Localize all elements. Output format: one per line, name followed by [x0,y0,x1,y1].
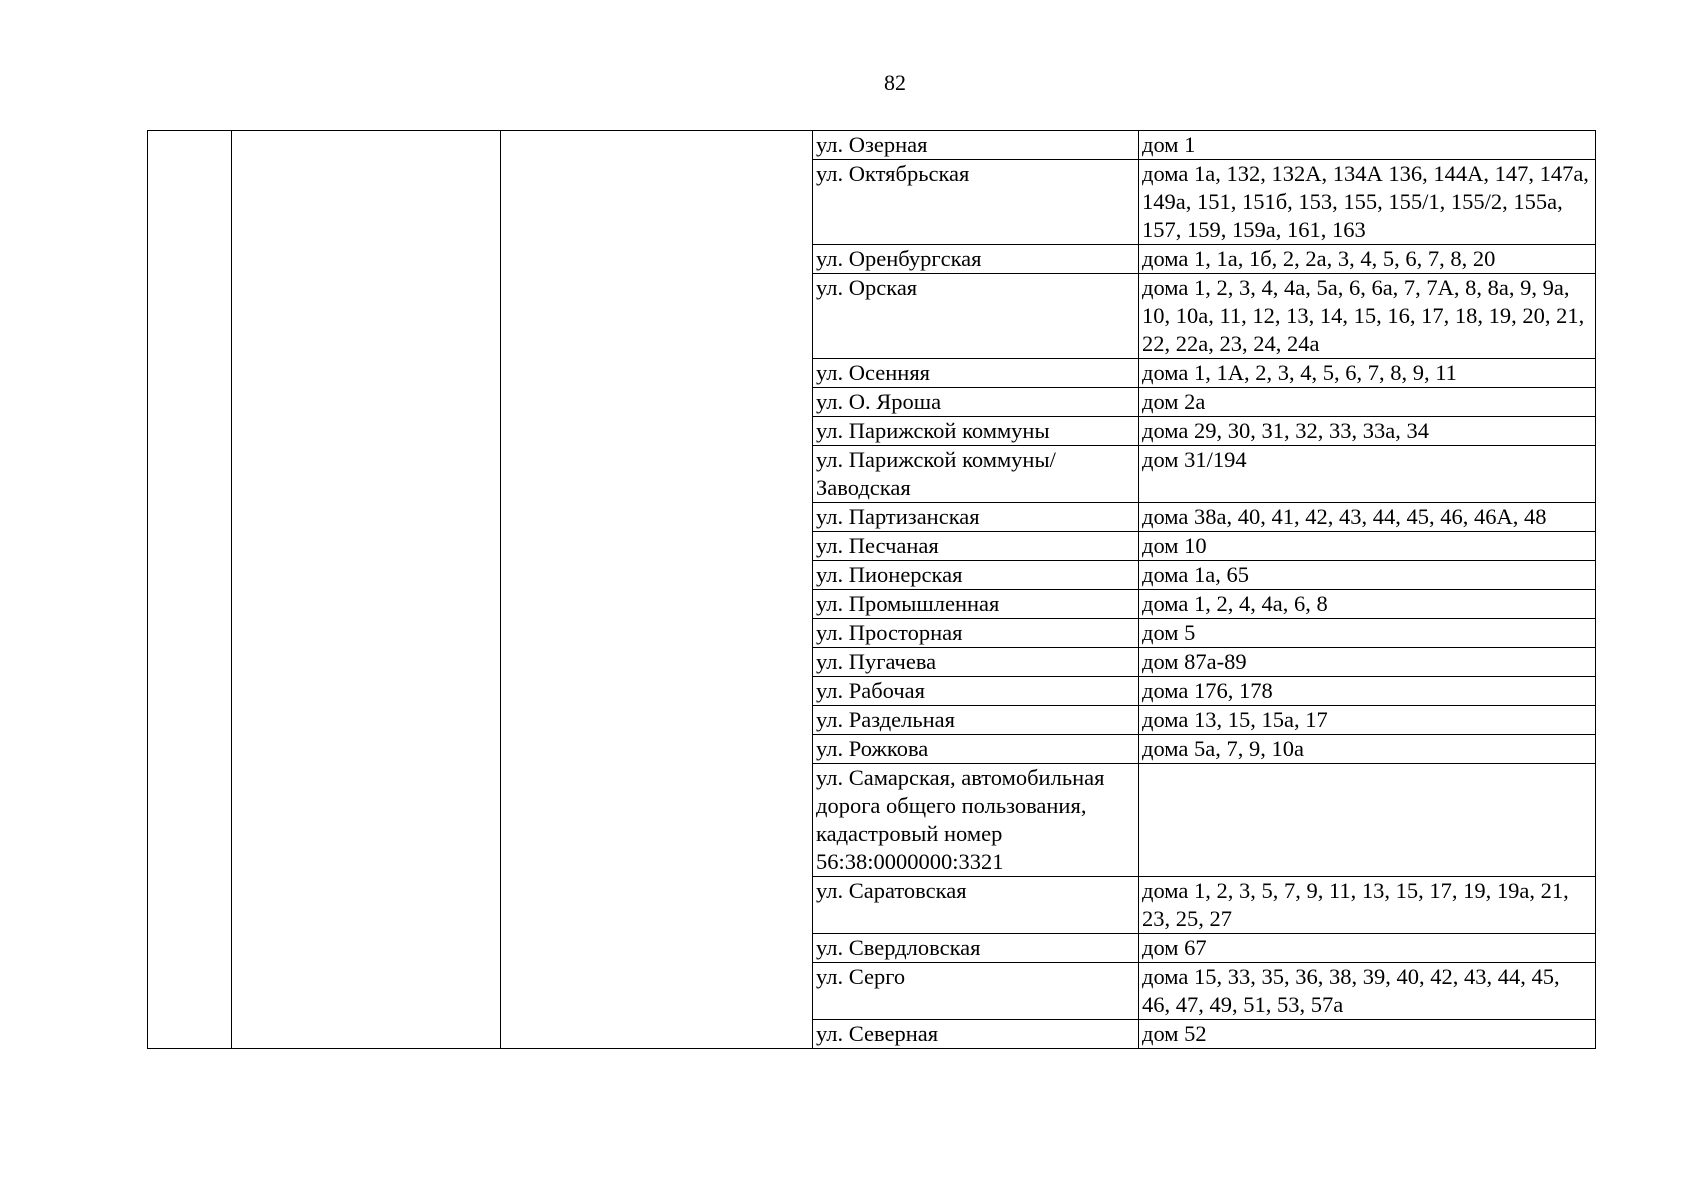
street-cell: ул. Промышленная [813,590,1139,619]
street-cell: ул. Песчаная [813,532,1139,561]
street-cell: ул. Парижской коммуны [813,417,1139,446]
street-cell: ул. Северная [813,1020,1139,1049]
houses-cell: дома 176, 178 [1139,677,1596,706]
address-table-body [148,131,1596,1049]
street-cell: ул. Октябрьская [813,160,1139,245]
table-row [148,131,1596,160]
street-cell: ул. Пионерская [813,561,1139,590]
houses-cell: дома 1а, 65 [1139,561,1596,590]
houses-cell: дома 1а, 132, 132А, 134А 136, 144А, 147, 147а, 149а, 151, 151б, 153, 155, 155/1, 155/2, 155а, 157, 159, 159а, 161, 163 [1139,160,1596,245]
street-cell: ул. Самарская, автомобильная дорога общего пользования, кадастровый номер 56:38:0000000:3321 [813,764,1139,877]
houses-cell [1139,764,1596,877]
houses-cell: дома 1, 1а, 1б, 2, 2а, 3, 4, 5, 6, 7, 8, 20 [1139,245,1596,274]
street-cell: ул. Оренбургская [813,245,1139,274]
street-cell: ул. Осенняя [813,359,1139,388]
houses-cell: дом 1 [1139,131,1596,160]
street-cell: ул. Свердловская [813,934,1139,963]
page-number: 82 [884,70,906,95]
houses-cell: дом 5 [1139,619,1596,648]
address-table [147,130,1596,1049]
houses-cell: дом 2а [1139,388,1596,417]
street-cell: ул. О. Яроша [813,388,1139,417]
empty-cell-number [148,131,232,1049]
houses-cell: дом 67 [1139,934,1596,963]
street-cell: ул. Серго [813,963,1139,1020]
houses-cell: дом 87а-89 [1139,648,1596,677]
street-cell: ул. Партизанская [813,503,1139,532]
houses-cell: дом 10 [1139,532,1596,561]
houses-cell: дома 1, 2, 4, 4а, 6, 8 [1139,590,1596,619]
street-cell: ул. Саратовская [813,877,1139,934]
street-cell: ул. Рожкова [813,735,1139,764]
houses-cell: дома 15, 33, 35, 36, 38, 39, 40, 42, 43, 44, 45, 46, 47, 49, 51, 53, 57а [1139,963,1596,1020]
houses-cell: дома 13, 15, 15а, 17 [1139,706,1596,735]
street-cell: ул. Раздельная [813,706,1139,735]
houses-cell: дом 52 [1139,1020,1596,1049]
empty-cell-settlement [232,131,501,1049]
houses-cell: дома 1, 1А, 2, 3, 4, 5, 6, 7, 8, 9, 11 [1139,359,1596,388]
street-cell: ул. Озерная [813,131,1139,160]
houses-cell: дома 1, 2, 3, 4, 4а, 5а, 6, 6а, 7, 7А, 8, 8а, 9, 9а, 10, 10а, 11, 12, 13, 14, 15, 16, 17, 18, 19, 20, 21, 22, 22а, 23, 24, 24а [1139,274,1596,359]
street-cell: ул. Орская [813,274,1139,359]
houses-cell: дома 1, 2, 3, 5, 7, 9, 11, 13, 15, 17, 19, 19а, 21, 23, 25, 27 [1139,877,1596,934]
houses-cell: дом 31/194 [1139,446,1596,503]
street-cell: ул. Пугачева [813,648,1139,677]
houses-cell: дома 5а, 7, 9, 10а [1139,735,1596,764]
houses-cell: дома 29, 30, 31, 32, 33, 33а, 34 [1139,417,1596,446]
street-cell: ул. Просторная [813,619,1139,648]
street-cell: ул. Парижской коммуны/ Заводская [813,446,1139,503]
houses-cell: дома 38а, 40, 41, 42, 43, 44, 45, 46, 46А, 48 [1139,503,1596,532]
street-cell: ул. Рабочая [813,677,1139,706]
empty-cell-organization [501,131,813,1049]
